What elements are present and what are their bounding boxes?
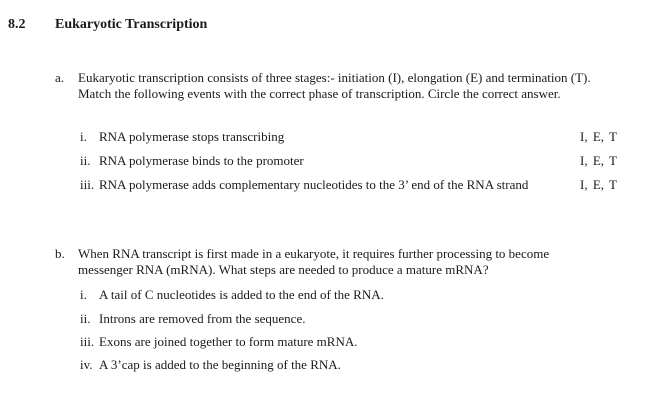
part-a-item-1-text: RNA polymerase stops transcribing (99, 129, 285, 144)
part-b-item-4-number: iv. (80, 357, 93, 372)
part-b-item-3-number: iii. (80, 334, 95, 349)
part-a-label: a. (55, 70, 65, 85)
part-a-item-2-number: ii. (80, 153, 91, 168)
part-b-question-line-1: When RNA transcript is first made in a eukaryote, it requires further processing to become (78, 246, 550, 261)
part-a-item-1-choices[interactable]: I, E, T (580, 129, 617, 144)
part-b-item-2-number: ii. (80, 311, 91, 326)
section-number: 8.2 (8, 17, 26, 32)
part-a-question-line-1: Eukaryotic transcription consists of three stages:- initiation (I), elongation (E) and termination (T). (78, 70, 591, 85)
section-title: Eukaryotic Transcription (55, 17, 208, 32)
part-a-item-3-text: RNA polymerase adds complementary nucleotides to the 3’ end of the RNA strand (99, 177, 529, 192)
part-a-item-2-choices[interactable]: I, E, T (580, 153, 617, 168)
part-b-item-2-text: Introns are removed from the sequence. (99, 311, 306, 326)
part-b-item-3-text: Exons are joined together to form mature mRNA. (99, 334, 358, 349)
part-a-question-line-2: Match the following events with the correct phase of transcription. Circle the correct answer. (78, 86, 561, 101)
part-a-item-1-number: i. (80, 129, 87, 144)
part-a-item-3-choices[interactable]: I, E, T (580, 177, 617, 192)
part-b-question-line-2: messenger RNA (mRNA). What steps are needed to produce a mature mRNA? (78, 262, 489, 277)
part-a-item-3-number: iii. (80, 177, 95, 192)
part-b-item-1-number: i. (80, 287, 87, 302)
part-b-item-1-text: A tail of C nucleotides is added to the end of the RNA. (99, 287, 384, 302)
part-b-label: b. (55, 246, 65, 261)
part-a-item-2-text: RNA polymerase binds to the promoter (99, 153, 304, 168)
part-b-item-4-text: A 3’cap is added to the beginning of the RNA. (99, 357, 341, 372)
